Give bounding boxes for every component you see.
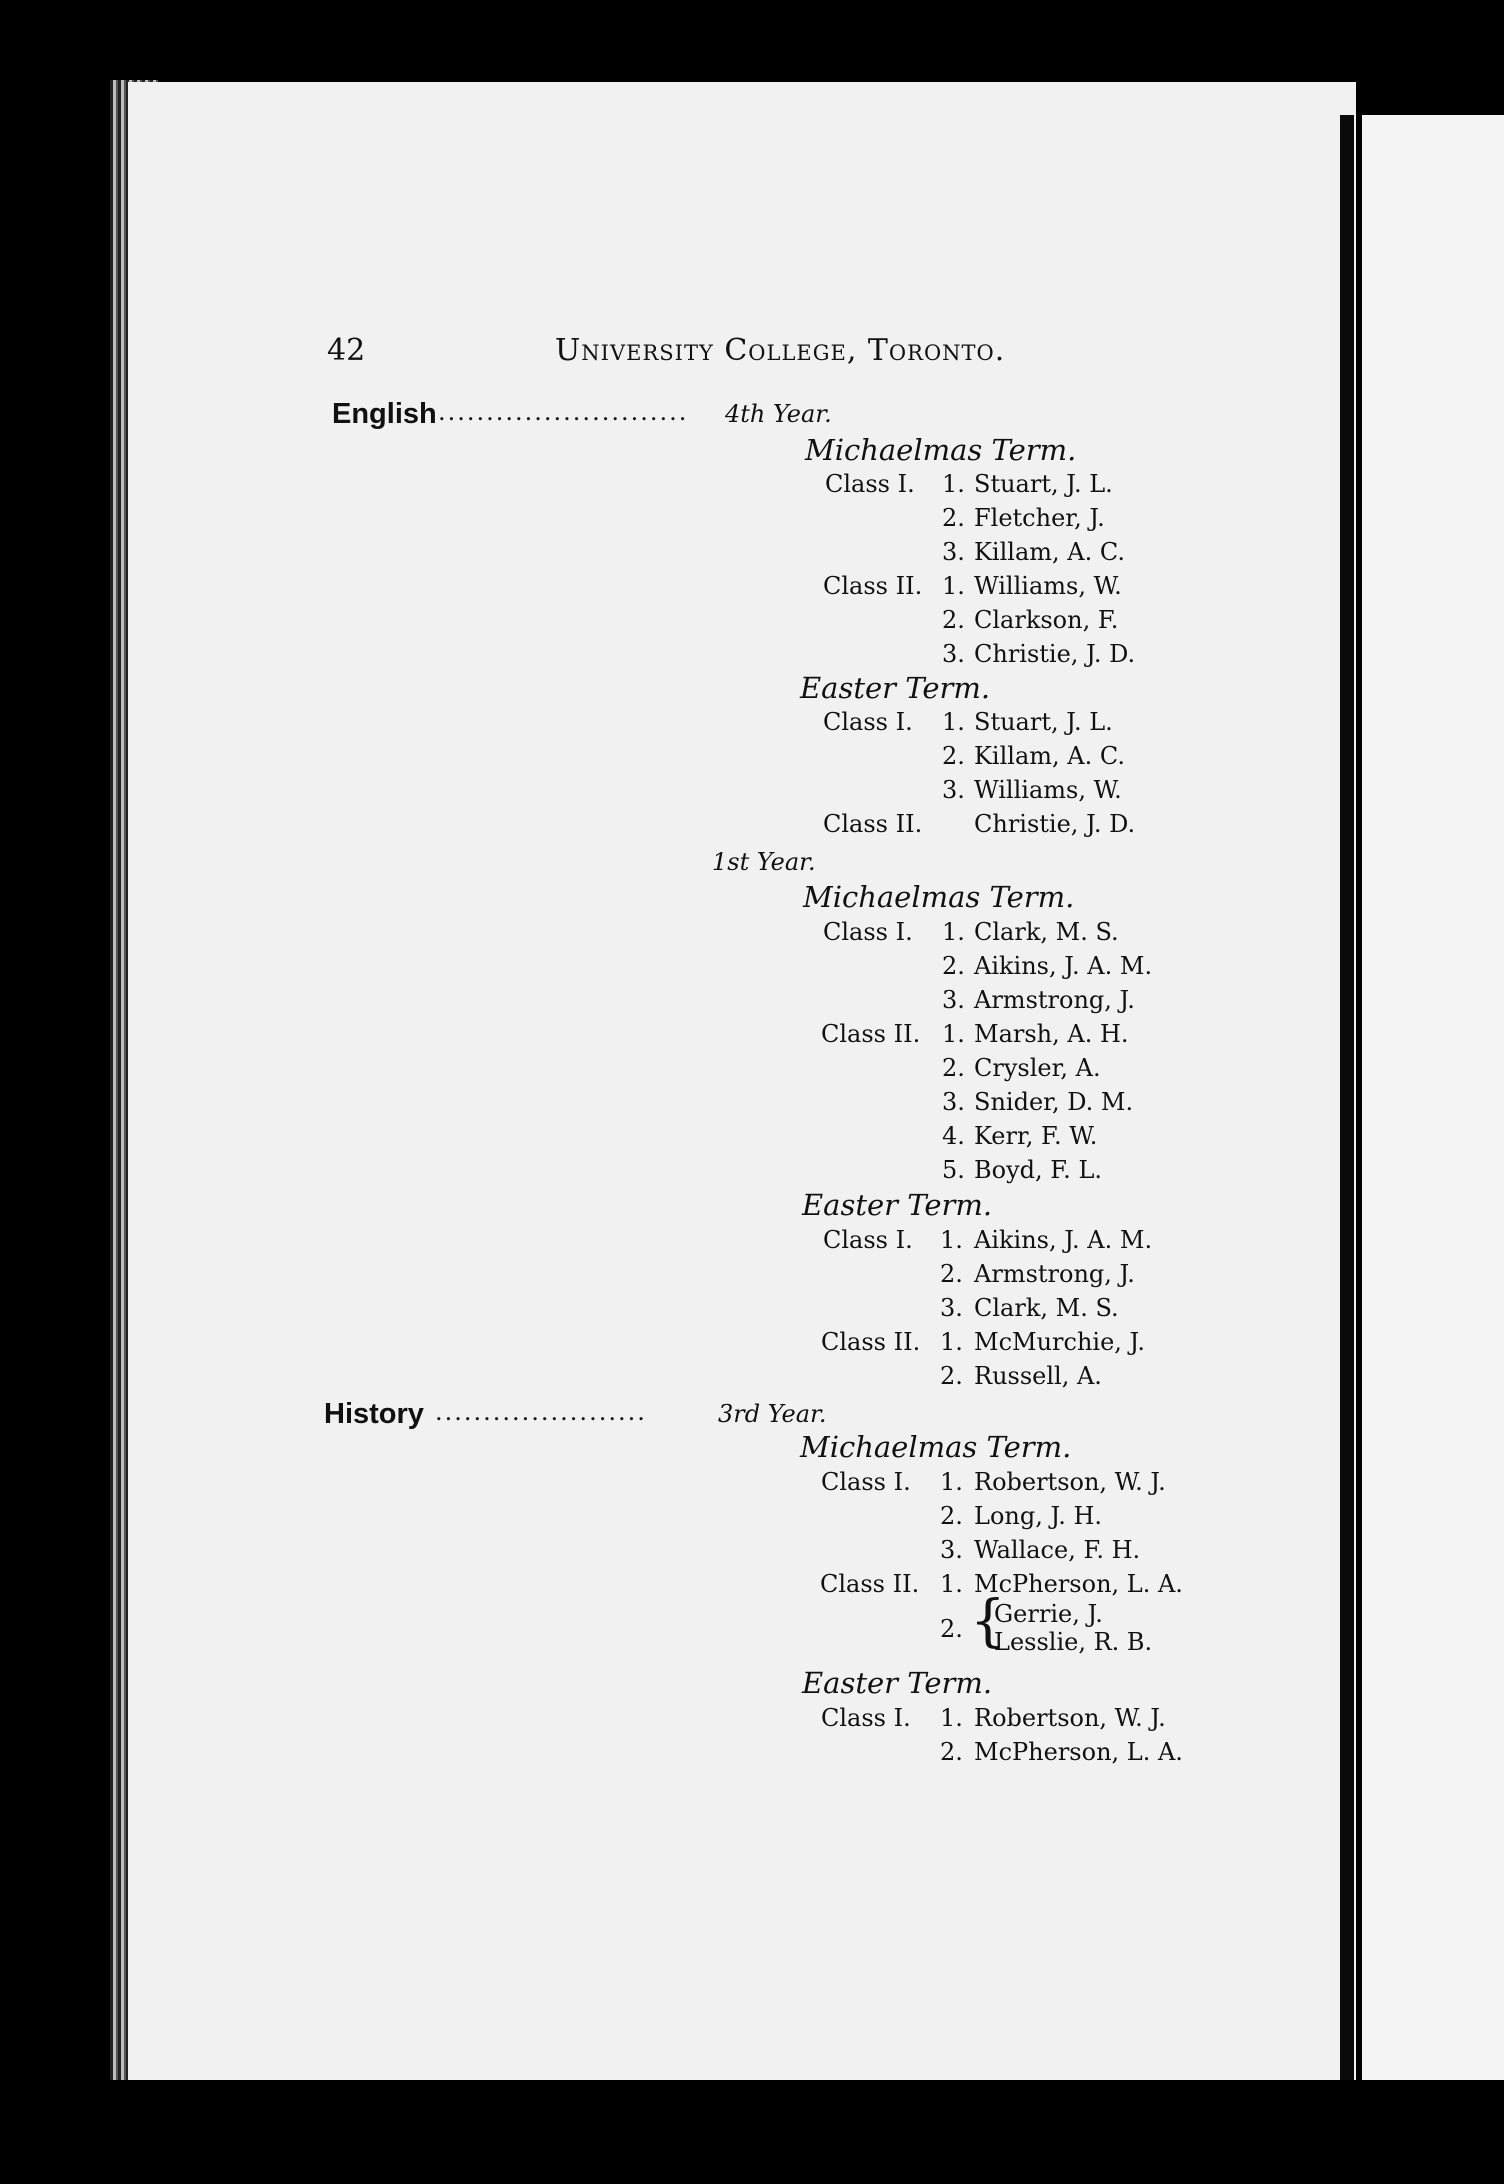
- binding-strip: [1340, 115, 1354, 2080]
- rank-number: 1.: [942, 918, 965, 946]
- student-name: Stuart, J. L.: [974, 470, 1113, 498]
- facing-page-edge: [1362, 115, 1504, 2080]
- year-label: 3rd Year.: [718, 1400, 827, 1428]
- student-name: Armstrong, J.: [974, 986, 1135, 1014]
- student-name: Kerr, F. W.: [974, 1122, 1098, 1150]
- student-name: Christie, J. D.: [974, 810, 1136, 838]
- student-name: Killam, A. C.: [974, 742, 1126, 770]
- rank-number: 3.: [940, 1294, 963, 1322]
- rank-number: 1.: [940, 1226, 963, 1254]
- student-name: Clark, M. S.: [974, 918, 1119, 946]
- rank-number: 2.: [942, 1054, 965, 1082]
- rank-number: 2.: [942, 504, 965, 532]
- student-name: Crysler, A.: [974, 1054, 1101, 1082]
- rank-number: 1.: [942, 470, 965, 498]
- student-name: Christie, J. D.: [974, 640, 1136, 668]
- rank-number: 2.: [940, 1738, 963, 1766]
- rank-number: 2.: [942, 952, 965, 980]
- rank-number: 3.: [942, 776, 965, 804]
- rank-number: 1.: [940, 1704, 963, 1732]
- rank-number: 4.: [942, 1122, 965, 1150]
- term-heading: Easter Term.: [800, 671, 991, 705]
- student-name: McPherson, L. A.: [974, 1570, 1183, 1598]
- student-name: Armstrong, J.: [974, 1260, 1135, 1288]
- student-name: Boyd, F. L.: [974, 1156, 1103, 1184]
- rank-number: 1.: [942, 1020, 965, 1048]
- student-name: Clarkson, F.: [974, 606, 1119, 634]
- student-name: McMurchie, J.: [974, 1328, 1145, 1356]
- rank-number: 1.: [940, 1328, 963, 1356]
- student-name: Stuart, J. L.: [974, 708, 1113, 736]
- term-heading: Easter Term.: [802, 1188, 993, 1222]
- student-name: Wallace, F. H.: [974, 1536, 1141, 1564]
- student-name: Fletcher, J.: [974, 504, 1105, 532]
- class-label: Class II.: [823, 572, 923, 600]
- student-name: Marsh, A. H.: [974, 1020, 1129, 1048]
- class-label: Class II.: [820, 1570, 920, 1598]
- year-label: 4th Year.: [725, 400, 832, 428]
- term-heading: Michaelmas Term.: [803, 880, 1075, 914]
- class-label: Class I.: [823, 1226, 913, 1254]
- rank-number: 3.: [942, 1088, 965, 1116]
- book-page: [128, 82, 1356, 2080]
- term-heading: Easter Term.: [802, 1666, 993, 1700]
- leader-dots: ..........................: [438, 398, 689, 426]
- class-label: Class I.: [823, 918, 913, 946]
- student-name: McPherson, L. A.: [974, 1738, 1183, 1766]
- rank-number: 1.: [940, 1468, 963, 1496]
- term-heading: Michaelmas Term.: [800, 1430, 1072, 1464]
- student-name: Robertson, W. J.: [974, 1704, 1166, 1732]
- page-number: 42: [327, 333, 366, 368]
- rank-number: 1.: [942, 572, 965, 600]
- student-name: Aikins, J. A. M.: [974, 1226, 1153, 1254]
- student-name: Williams, W.: [974, 572, 1122, 600]
- class-label: Class II.: [823, 810, 923, 838]
- class-label: Class I.: [821, 1468, 911, 1496]
- rank-number: 1.: [942, 708, 965, 736]
- student-name: Robertson, W. J.: [974, 1468, 1166, 1496]
- subject-english: English: [332, 398, 437, 430]
- rank-number: 2.: [940, 1615, 963, 1643]
- class-label: Class I.: [821, 1704, 911, 1732]
- page-title: University College, Toronto.: [555, 333, 1006, 368]
- student-name: Williams, W.: [974, 776, 1122, 804]
- student-name: Aikins, J. A. M.: [974, 952, 1153, 980]
- rank-number: 5.: [942, 1156, 965, 1184]
- rank-number: 3.: [942, 640, 965, 668]
- student-name: Killam, A. C.: [974, 538, 1126, 566]
- subject-history: History: [324, 1398, 424, 1430]
- class-label: Class I.: [823, 708, 913, 736]
- student-name: Russell, A.: [974, 1362, 1102, 1390]
- class-label: Class I.: [825, 470, 915, 498]
- student-name: Gerrie, J.: [994, 1600, 1103, 1628]
- student-name: Snider, D. M.: [974, 1088, 1134, 1116]
- rank-number: 2.: [942, 606, 965, 634]
- leader-dots: ......................: [435, 1398, 647, 1426]
- student-name: Lesslie, R. B.: [994, 1628, 1153, 1656]
- class-label: Class II.: [821, 1328, 921, 1356]
- rank-number: 2.: [940, 1362, 963, 1390]
- grouping-brace: {: [970, 1589, 1006, 1654]
- class-label: Class II.: [821, 1020, 921, 1048]
- rank-number: 2.: [940, 1260, 963, 1288]
- year-label: 1st Year.: [712, 848, 816, 876]
- rank-number: 2.: [940, 1502, 963, 1530]
- rank-number: 3.: [942, 538, 965, 566]
- student-name: Clark, M. S.: [974, 1294, 1119, 1322]
- student-name: Long, J. H.: [974, 1502, 1103, 1530]
- rank-number: 3.: [940, 1536, 963, 1564]
- rank-number: 3.: [942, 986, 965, 1014]
- rank-number: 1.: [940, 1570, 963, 1598]
- term-heading: Michaelmas Term.: [805, 433, 1077, 467]
- rank-number: 2.: [942, 742, 965, 770]
